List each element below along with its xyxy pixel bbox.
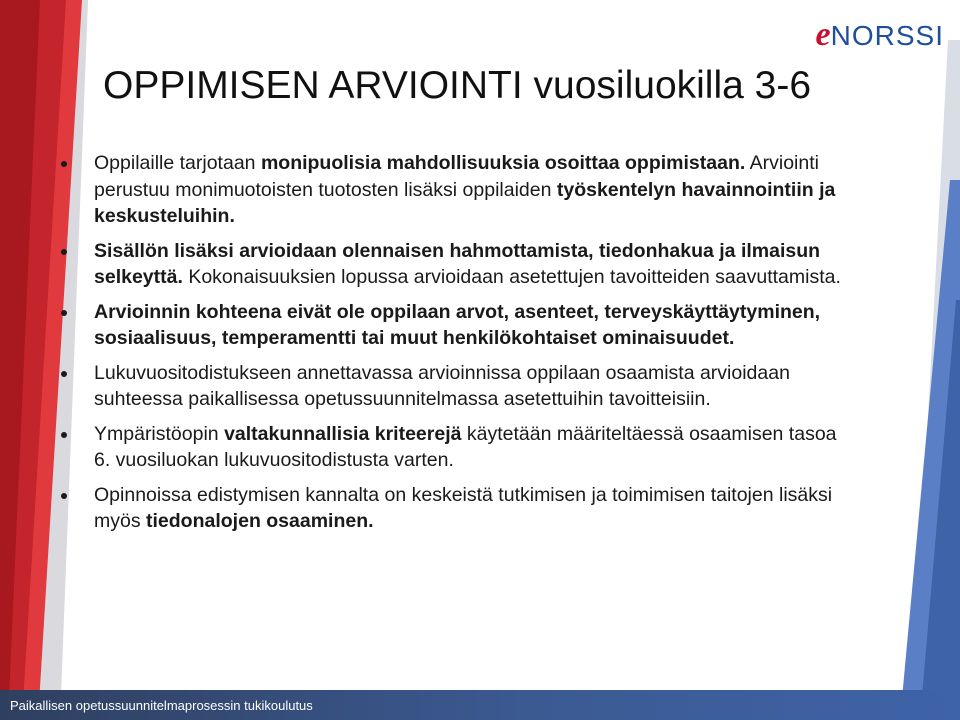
bullet-text-bold: Sisällön lisäksi arvioidaan olennaisen hahmottamista, tiedonhakua ja ilmaisun selkeyttä. [94, 239, 821, 288]
bullet-dot-icon [61, 161, 67, 167]
bullet-dot-icon [61, 310, 67, 316]
bullet-item [58, 482, 858, 535]
enorssi-logo [816, 18, 944, 52]
slide-title: OPPIMISEN ARVIOINTI vuosiluokilla 3-6 [103, 64, 812, 107]
logo-text: NORSSI [830, 20, 944, 51]
bullet-text: Lukuvuositodistukseen annettavassa arvioinnissa oppilaan osaamista arvioidaan suhteessa paikallisessa opetussuunnitelmassa asetettuihin tavoitteisiin. [94, 361, 790, 410]
bullet-text: Kokonaisuuksien lopussa arvioidaan asetettujen tavoitteiden saavuttamista. [182, 266, 841, 288]
bullet-dot-icon [61, 493, 67, 499]
bullet-dot-icon [61, 249, 67, 255]
bullet-text-bold: työskentelyn havainnointiin ja keskusteluihin. [94, 178, 836, 227]
bullet-list [58, 150, 858, 543]
bullet-dot-icon [61, 432, 67, 438]
bullet-text: Arviointi perustuu monimuotoisten tuotosten lisäksi oppilaiden [94, 152, 819, 201]
bullet-item [58, 238, 858, 291]
bullet-text: käytetään määriteltäessä osaamisen tasoa 6. vuosiluokan lukuvuositodistusta varten. [94, 422, 837, 471]
bullet-text: Ympäristöopin [94, 422, 225, 445]
bullet-text-bold: tiedonalojen osaaminen. [146, 510, 374, 532]
bullet-text: Opinnoissa edistymisen kannalta on keskeistä tutkimisen ja toimimisen taitojen lisäksi myös [94, 483, 833, 532]
bullet-text-bold: monipuolisia mahdollisuuksia osoittaa oppimistaan. [260, 152, 746, 174]
footer-text: Paikallisen opetussuunnitelmaprosessin tukikoulutus [10, 698, 313, 713]
bullet-text-bold: valtakunnallisia kriteerejä [224, 422, 462, 445]
logo-letter: e [815, 16, 831, 53]
bullet-text: Oppilaille tarjotaan [94, 152, 261, 174]
bullet-item [58, 150, 858, 230]
bullet-item [58, 360, 858, 413]
right-decoration [840, 0, 960, 720]
bullet-text-bold: Arvioinnin kohteena eivät ole oppilaan arvot, asenteet, terveyskäyttäytyminen, sosiaalisuus, temperamentti tai muut henkilökohtaiset ominaisuudet. [94, 300, 821, 349]
bullet-item [58, 299, 858, 352]
bullet-item [58, 421, 858, 474]
bullet-dot-icon [61, 371, 67, 377]
